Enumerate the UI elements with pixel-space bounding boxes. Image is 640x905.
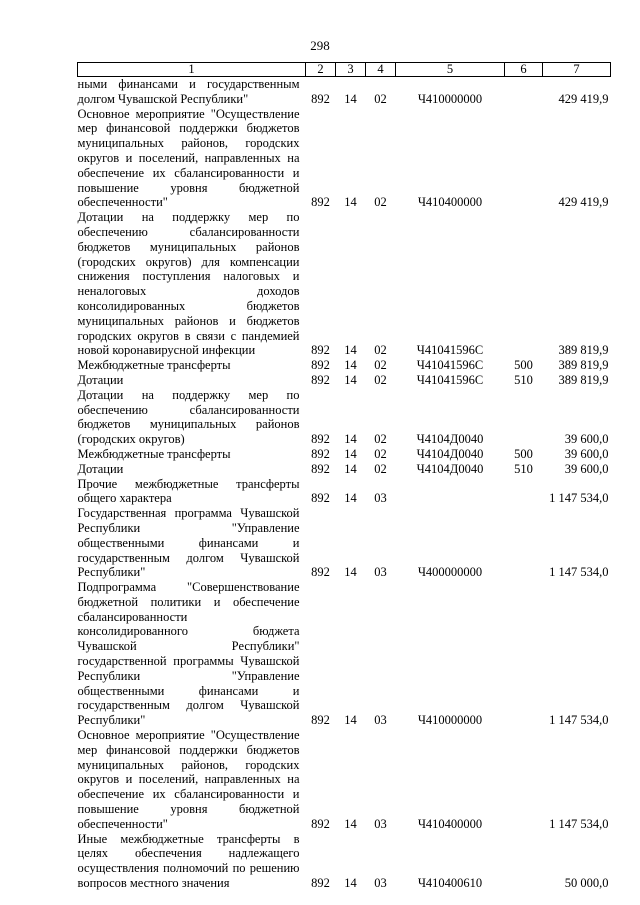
target-article-code: Ч41041596С <box>416 343 484 358</box>
section-code: 14 <box>344 343 357 358</box>
table-row <box>78 462 611 477</box>
table-row <box>78 373 611 388</box>
column-header: 3 <box>336 63 366 77</box>
ministry-code: 892 <box>311 91 330 106</box>
target-article-code: Ч41041596С <box>416 372 484 387</box>
section-code: 14 <box>344 432 357 447</box>
subsection-code: 03 <box>374 713 387 728</box>
table-row <box>78 388 611 447</box>
expense-type-code <box>505 580 543 728</box>
section-code: 14 <box>344 372 357 387</box>
subsection-code: 03 <box>374 816 387 831</box>
table-row <box>78 477 611 507</box>
expense-type-code: 500 <box>514 358 533 373</box>
section-code: 14 <box>344 713 357 728</box>
target-article-code: Ч400000000 <box>417 565 483 580</box>
column-header: 7 <box>543 63 611 77</box>
ministry-code: 892 <box>311 372 330 387</box>
column-header: 6 <box>505 63 543 77</box>
row-name: Дотации на поддержку мер по обеспечению сбалансированности бюджетов муниципальных районов (городских округов) для компенсации снижения поступления налоговых и неналоговых доходов консолидированных бюджетов муниципальных районов и бюджетов городских округов в связи с пандемией новой коронавирусной инфекции <box>77 210 300 358</box>
ministry-code: 892 <box>311 876 330 891</box>
expense-type-code <box>505 728 543 832</box>
section-code: 14 <box>344 461 357 476</box>
page-number: 298 <box>310 38 330 53</box>
subsection-code: 02 <box>374 358 387 373</box>
row-name: Иные межбюджетные трансферты в целях обеспечения надлежащего осуществления полномочий по решению вопросов местного значения <box>77 831 300 891</box>
subsection-code: 02 <box>374 432 387 447</box>
target-article-code: Ч4104Д0040 <box>416 432 484 447</box>
subsection-code: 03 <box>374 876 387 891</box>
ministry-code: 892 <box>311 565 330 580</box>
table-row <box>78 447 611 462</box>
column-header: 1 <box>78 63 306 77</box>
subsection-code: 02 <box>374 372 387 387</box>
row-name: Прочие межбюджетные трансферты общего характера <box>77 476 300 506</box>
ministry-code: 892 <box>311 491 330 506</box>
row-name: ными финансами и государственным долгом Чувашской Республики" <box>77 77 300 106</box>
table-row <box>78 358 611 373</box>
expense-type-code <box>505 832 543 891</box>
row-name: Государственная программа Чувашской Республики "Управление общественными финансами и государственным долгом Чувашской Республики" <box>77 506 300 580</box>
section-code: 14 <box>344 816 357 831</box>
column-header: 4 <box>366 63 396 77</box>
ministry-code: 892 <box>311 195 330 210</box>
row-name: Основное мероприятие "Осуществление мер финансовой поддержки бюджетов муниципальных районов, городских округов и поселений, направленных на обеспечение их сбалансированности и повышение уровня бюджетной обеспеченности" <box>77 728 300 831</box>
section-code: 14 <box>344 876 357 891</box>
subsection-code: 02 <box>374 91 387 106</box>
target-article-code: Ч4104Д0040 <box>416 446 484 461</box>
row-name: Основное мероприятие "Осуществление мер финансовой поддержки бюджетов муниципальных районов, городских округов и поселений, направленных на обеспечение их сбалансированности и повышение уровня бюджетной обеспеченности" <box>77 106 300 210</box>
amount: 429 419,9 <box>558 91 609 106</box>
section-code: 14 <box>344 491 357 506</box>
target-article-code: Ч410000000 <box>417 91 483 106</box>
target-article-code: Ч410000000 <box>417 713 483 728</box>
budget-table <box>77 62 611 891</box>
amount: 39 600,0 <box>564 432 609 447</box>
row-name: Межбюджетные трансферты <box>77 446 231 461</box>
section-code: 14 <box>344 91 357 106</box>
subsection-code: 02 <box>374 195 387 210</box>
expense-type-code <box>505 210 543 358</box>
ministry-code: 892 <box>311 343 330 358</box>
amount: 1 147 534,0 <box>549 491 609 506</box>
amount: 389 819,9 <box>558 358 609 373</box>
table-row <box>78 728 611 832</box>
amount: 1 147 534,0 <box>549 816 609 831</box>
target-article-code: Ч410400000 <box>417 816 483 831</box>
expense-type-code <box>505 77 543 107</box>
row-name: Дотации <box>77 461 124 476</box>
table-row <box>78 580 611 728</box>
table-row <box>78 107 611 211</box>
target-article-code: Ч41041596С <box>416 358 484 373</box>
expense-type-code <box>505 107 543 211</box>
table-row <box>78 506 611 580</box>
ministry-code: 892 <box>311 446 330 461</box>
section-code: 14 <box>344 446 357 461</box>
ministry-code: 892 <box>311 461 330 476</box>
target-article-code: Ч410400610 <box>417 876 483 891</box>
subsection-code: 02 <box>374 343 387 358</box>
amount: 389 819,9 <box>558 372 609 387</box>
amount: 50 000,0 <box>564 876 609 891</box>
column-header: 5 <box>396 63 505 77</box>
subsection-code: 02 <box>374 461 387 476</box>
row-name: Дотации <box>77 372 124 387</box>
table-row <box>78 77 611 107</box>
expense-type-code: 500 <box>514 446 533 461</box>
target-article-code <box>396 477 505 507</box>
ministry-code: 892 <box>311 713 330 728</box>
amount: 389 819,9 <box>558 343 609 358</box>
expense-type-code <box>505 506 543 580</box>
subsection-code: 02 <box>374 446 387 461</box>
subsection-code: 03 <box>374 565 387 580</box>
target-article-code: Ч410400000 <box>417 195 483 210</box>
ministry-code: 892 <box>311 432 330 447</box>
table-row <box>78 210 611 358</box>
expense-type-code: 510 <box>514 372 533 387</box>
amount: 39 600,0 <box>564 446 609 461</box>
ministry-code: 892 <box>311 816 330 831</box>
amount: 1 147 534,0 <box>549 565 609 580</box>
table-row <box>78 832 611 891</box>
amount: 1 147 534,0 <box>549 713 609 728</box>
section-code: 14 <box>344 358 357 373</box>
column-header: 2 <box>306 63 336 77</box>
row-name: Подпрограмма "Совершенствование бюджетной политики и обеспечение сбалансированности консолидированного бюджета Чувашской Республики" государственной программы Чувашской Республики "Управление общественными финансами и государственным долгом Чувашской Республики" <box>77 580 300 728</box>
table-header-row <box>78 63 611 77</box>
section-code: 14 <box>344 565 357 580</box>
target-article-code: Ч4104Д0040 <box>416 461 484 476</box>
subsection-code: 03 <box>374 491 387 506</box>
row-name: Межбюджетные трансферты <box>77 358 231 373</box>
expense-type-code <box>505 477 543 507</box>
amount: 39 600,0 <box>564 461 609 476</box>
section-code: 14 <box>344 195 357 210</box>
amount: 429 419,9 <box>558 195 609 210</box>
row-name: Дотации на поддержку мер по обеспечению сбалансированности бюджетов муниципальных районов (городских округов) <box>77 387 300 447</box>
expense-type-code <box>505 388 543 447</box>
ministry-code: 892 <box>311 358 330 373</box>
expense-type-code: 510 <box>514 461 533 476</box>
